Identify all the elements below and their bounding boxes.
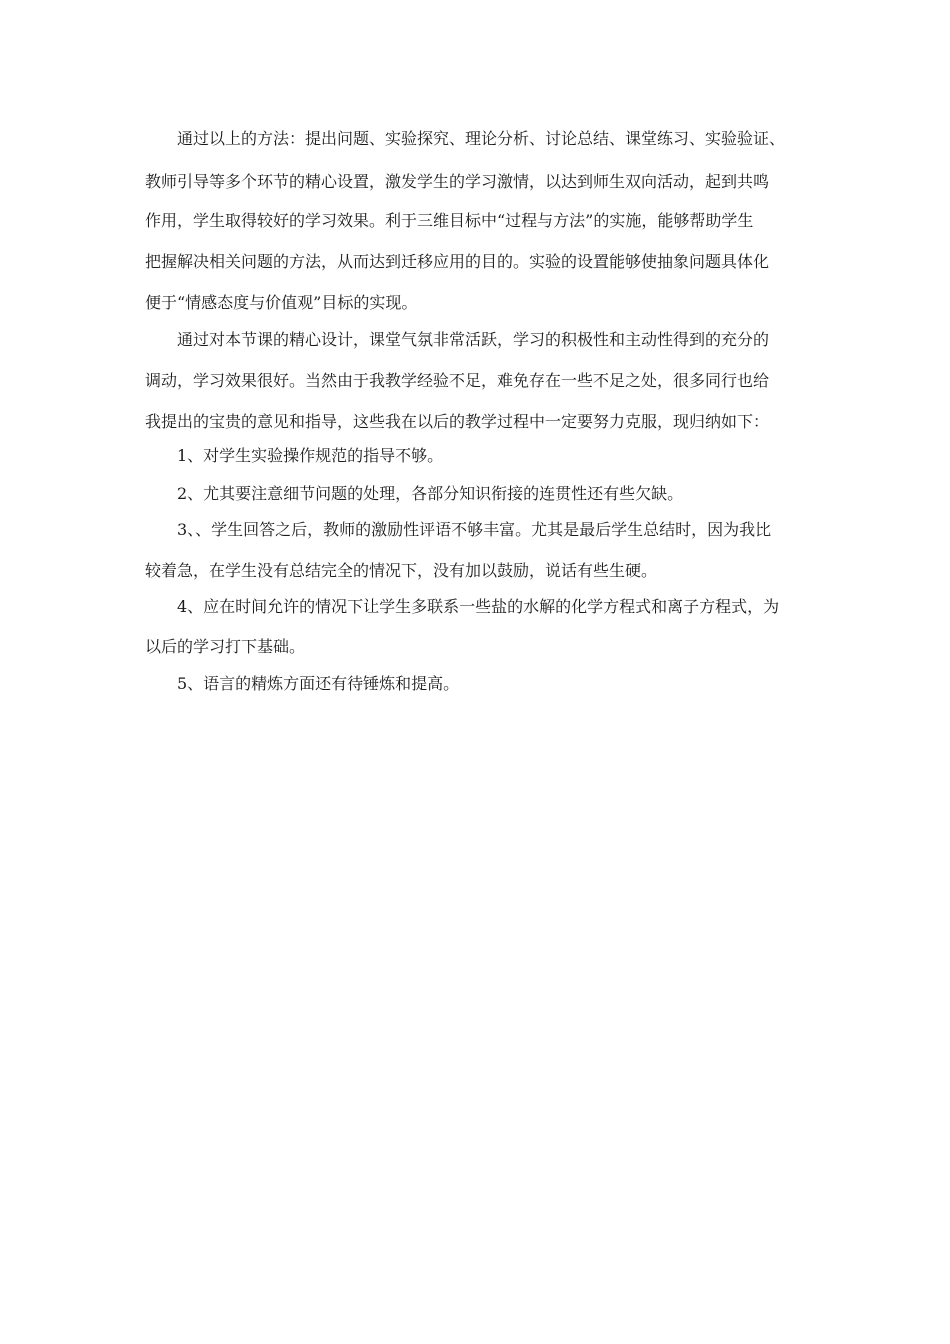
list-item-4-line-2: 以后的学习打下基础。 (145, 637, 306, 656)
list-item-4-line-1: 4、应在时间允许的情况下让学生多联系一些盐的水解的化学方程式和离子方程式，为 (177, 597, 780, 616)
list-item-5: 5、语言的精炼方面还有待锤炼和提高。 (177, 674, 460, 693)
paragraph-2-line-2: 调动，学习效果很好。当然由于我教学经验不足，难免存在一些不足之处，很多同行也给 (145, 371, 770, 390)
list-item-3-line-1: 3、、学生回答之后，教师的激励性评语不够丰富。尤其是最后学生总结时，因为我比 (177, 520, 772, 539)
list-item-3-line-2: 较着急，在学生没有总结完全的情况下，没有加以鼓励，说话有些生硬。 (145, 561, 658, 580)
paragraph-1-line-5: 便于“情感态度与价值观”目标的实现。 (145, 293, 418, 312)
paragraph-1-line-2: 教师引导等多个环节的精心设置，激发学生的学习激情，以达到师生双向活动，起到共鸣 (145, 172, 770, 191)
paragraph-1-line-3: 作用，学生取得较好的学习效果。利于三维目标中“过程与方法”的实施，能够帮助学生 (145, 211, 754, 230)
paragraph-1-line-4: 把握解决相关问题的方法，从而达到迁移应用的目的。实验的设置能够使抽象问题具体化 (145, 252, 770, 271)
paragraph-1-line-1: 通过以上的方法：提出问题、实验探究、理论分析、讨论总结、课堂练习、实验验证、 (177, 129, 786, 148)
list-item-1: 1、对学生实验操作规范的指导不够。 (177, 446, 444, 465)
paragraph-2-line-3: 我提出的宝贵的意见和指导，这些我在以后的教学过程中一定要努力克服，现归纳如下： (145, 412, 770, 431)
list-item-2: 2、尤其要注意细节问题的处理，各部分知识衔接的连贯性还有些欠缺。 (177, 484, 684, 503)
paragraph-2-line-1: 通过对本节课的精心设计，课堂气氛非常活跃，学习的积极性和主动性得到的充分的 (177, 330, 770, 349)
